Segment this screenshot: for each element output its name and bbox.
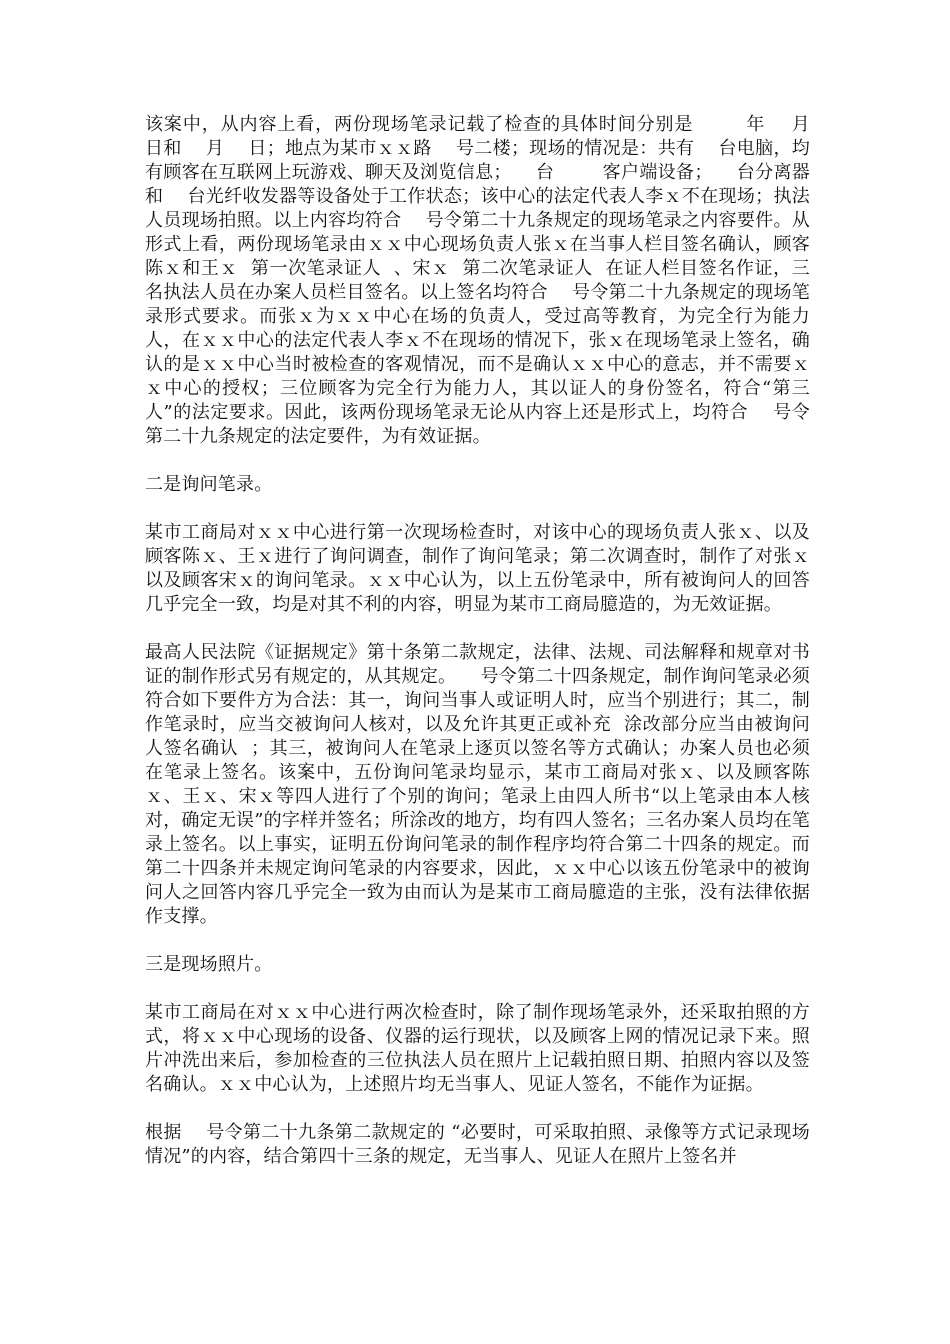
paragraph-inquiry-record-facts: 某市工商局对ｘｘ中心进行第一次现场检查时，对该中心的现场负责人张ｘ、以及顾客陈ｘ、王ｘ进行了询问调查，制作了询问笔录；第二次调查时，制作了对张ｘ以及顾客宋ｘ的询问笔录。ｘｘ中心认为，以上五份笔录中，所有被询问人的回答几乎完全一致，均是对其不利的内容，明显为某市工商局臆造的，为无效证据。 [145,522,810,615]
paragraph-inquiry-record-analysis: 最高人民法院《证据规定》第十条第二款规定，法律、法规、司法解释和规章对书证的制作形式另有规定的，从其规定。 号令第二十四条规定，制作询问笔录必须符合如下要件方为合法：其一，询问当事人或证明人时，应当个别进行；其二，制作笔录时，应当交被询问人核对，以及允许其更正或补充 涂改部分应当由被询问人签名确认 ；其三，被询问人在笔录上逐页以签名等方式确认；办案人员也必须在笔录上签名。该案中，五份询问笔录均显示，某市工商局对张ｘ、以及顾客陈ｘ、王ｘ、宋ｘ等四人进行了个别的询问；笔录上由四人所书“以上笔录由本人核对，确定无误”的字样并签名；所涂改的地方，均有四人签名；三名办案人员均在笔录上签名。以上事实，证明五份询问笔录的制作程序均符合第二十四条的规定。而第二十四条并未规定询问笔录的内容要求，因此，ｘｘ中心以该五份笔录中的被询问人之回答内容几乎完全一致为由而认为是某市工商局臆造的主张，没有法律依据作支撑。 [145,642,810,927]
paragraph-on-site-record-analysis: 该案中，从内容上看，两份现场笔录记载了检查的具体时间分别是 年 月 日和 月 日；地点为某市ｘｘ路 号二楼；现场的情况是：共有 台电脑，均有顾客在互联网上玩游戏、聊天及浏览信息； 台 客户端设备； 台分离器和 台光纤收发器等设备处于工作状态；该中心的法定代表人李ｘ不在现场；执法人员现场拍照。以上内容均符合 号令第二十九条规定的现场笔录之内容要件。从形式上看，两份现场笔录由ｘｘ中心现场负责人张ｘ在当事人栏目签名确认，顾客陈ｘ和王ｘ 第一次笔录证人 、宋ｘ 第二次笔录证人 在证人栏目签名作证，三名执法人员在办案人员栏目签名。以上签名均符合 号令第二十九条规定的现场笔录形式要求。而张ｘ为ｘｘ中心在场的负责人，受过高等教育，为完全行为能力人，在ｘｘ中心的法定代表人李ｘ不在现场的情况下，张ｘ在现场笔录上签名，确认的是ｘｘ中心当时被检查的客观情况，而不是确认ｘｘ中心的意志，并不需要ｘｘ中心的授权；三位顾客为完全行为能力人，其以证人的身份签名，符合“第三人”的法定要求。因此，该两份现场笔录无论从内容上还是形式上，均符合 号令第二十九条规定的法定要件，为有效证据。 [145,114,834,447]
paragraph-site-photos-facts: 某市工商局在对ｘｘ中心进行两次检查时，除了制作现场笔录外，还采取拍照的方式，将ｘｘ中心现场的设备、仪器的运行现状，以及顾客上网的情况记录下来。照片冲洗出来后，参加检查的三位执法人员在照片上记载拍照日期、拍照内容以及签名确认。ｘｘ中心认为，上述照片均无当事人、见证人签名，不能作为证据。 [145,1002,810,1095]
section-heading-inquiry-record: 二是询问笔录。 [145,474,273,495]
document-body [145,113,834,1193]
paragraph-site-photos-analysis: 根据 号令第二十九条第二款规定的 “必要时，可采取拍照、录像等方式记录现场情况”的内容，结合第四十三条的规定，无当事人、见证人在照片上签名并 [145,1122,810,1167]
section-heading-site-photos: 三是现场照片。 [145,954,273,975]
